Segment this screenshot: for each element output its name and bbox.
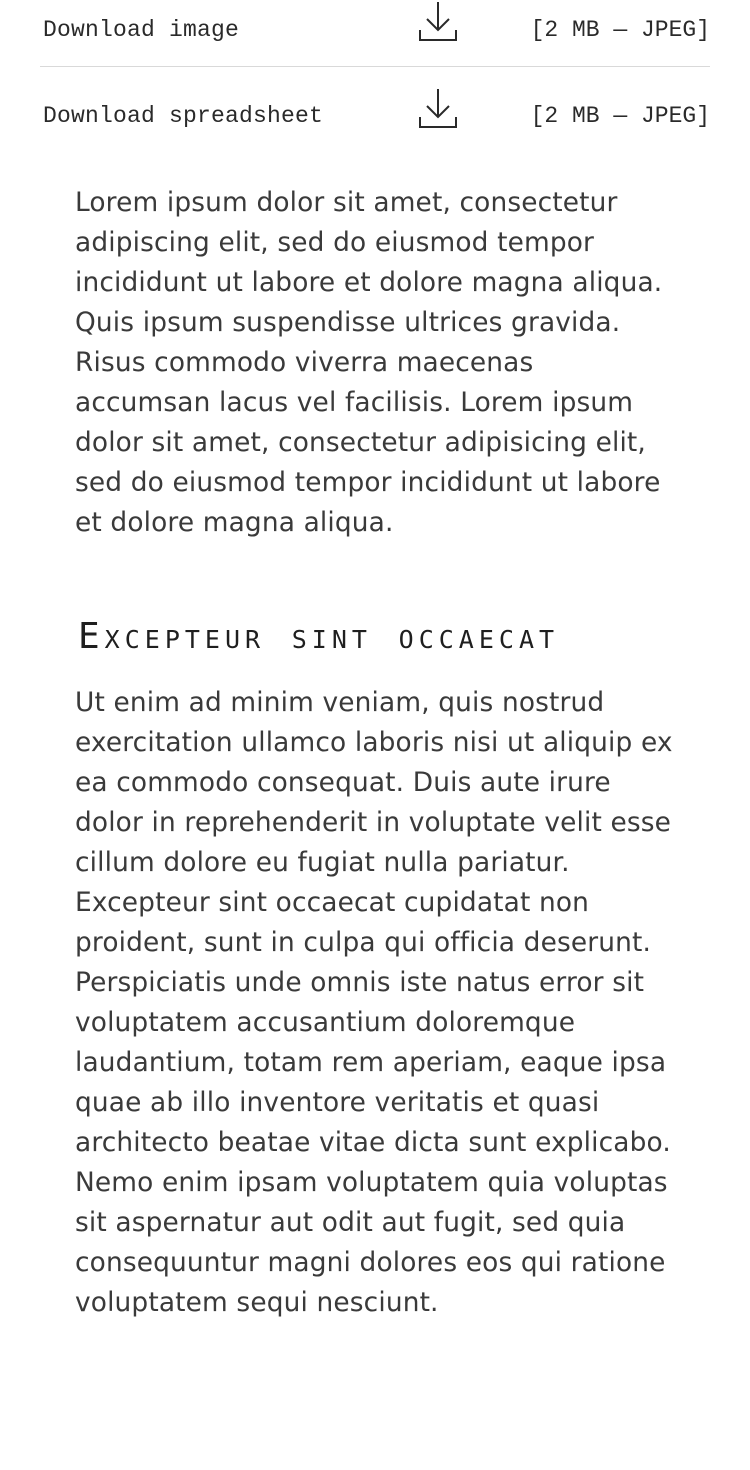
download-image-link[interactable]: Download image: [43, 17, 240, 43]
download-spreadsheet-meta: [2 MB — JPEG]: [530, 103, 710, 129]
download-item-image[interactable]: [40, 0, 710, 67]
download-icon[interactable]: [418, 0, 458, 42]
downloads-list: [40, 0, 710, 153]
section-heading: Excepteur sint occaecat: [78, 616, 560, 657]
intro-paragraph: Lorem ipsum dolor sit amet, consectetur adipiscing elit, sed do eiusmod tempor incididunt ut labore et dolore magna aliqua. Quis ipsum suspendisse ultrices gravida. Risus commodo viverra maecenas accumsan lacus vel facilisis. Lorem ipsum dolor sit amet, consectetur adipisicing elit, sed do eiusmod tempor incididunt ut labore et dolore magna aliqua.: [75, 187, 663, 538]
download-icon[interactable]: [418, 87, 458, 129]
download-item-spreadsheet[interactable]: [40, 67, 710, 153]
section-paragraph: Ut enim ad minim veniam, quis nostrud exercitation ullamco laboris nisi ut aliquip ex ea commodo consequat. Duis aute irure dolor in reprehenderit in voluptate velit esse cillum dolore eu fugiat nulla pariatur. Excepteur sint occaecat cupidatat non proident, sunt in culpa qui officia deserunt. Perspiciatis unde omnis iste natus error sit voluptatem accusantium doloremque laudantium, totam rem aperiam, eaque ipsa quae ab illo inventore veritatis et quasi architecto beatae vitae dicta sunt explicabo. Nemo enim ipsam voluptatem quia voluptas sit aspernatur aut odit aut fugit, sed quia consequuntur magni dolores eos qui ratione voluptatem sequi nesciunt.: [75, 687, 673, 1318]
download-spreadsheet-link[interactable]: Download spreadsheet: [43, 103, 324, 129]
article-content: [75, 183, 675, 1323]
download-image-meta: [2 MB — JPEG]: [530, 17, 710, 43]
